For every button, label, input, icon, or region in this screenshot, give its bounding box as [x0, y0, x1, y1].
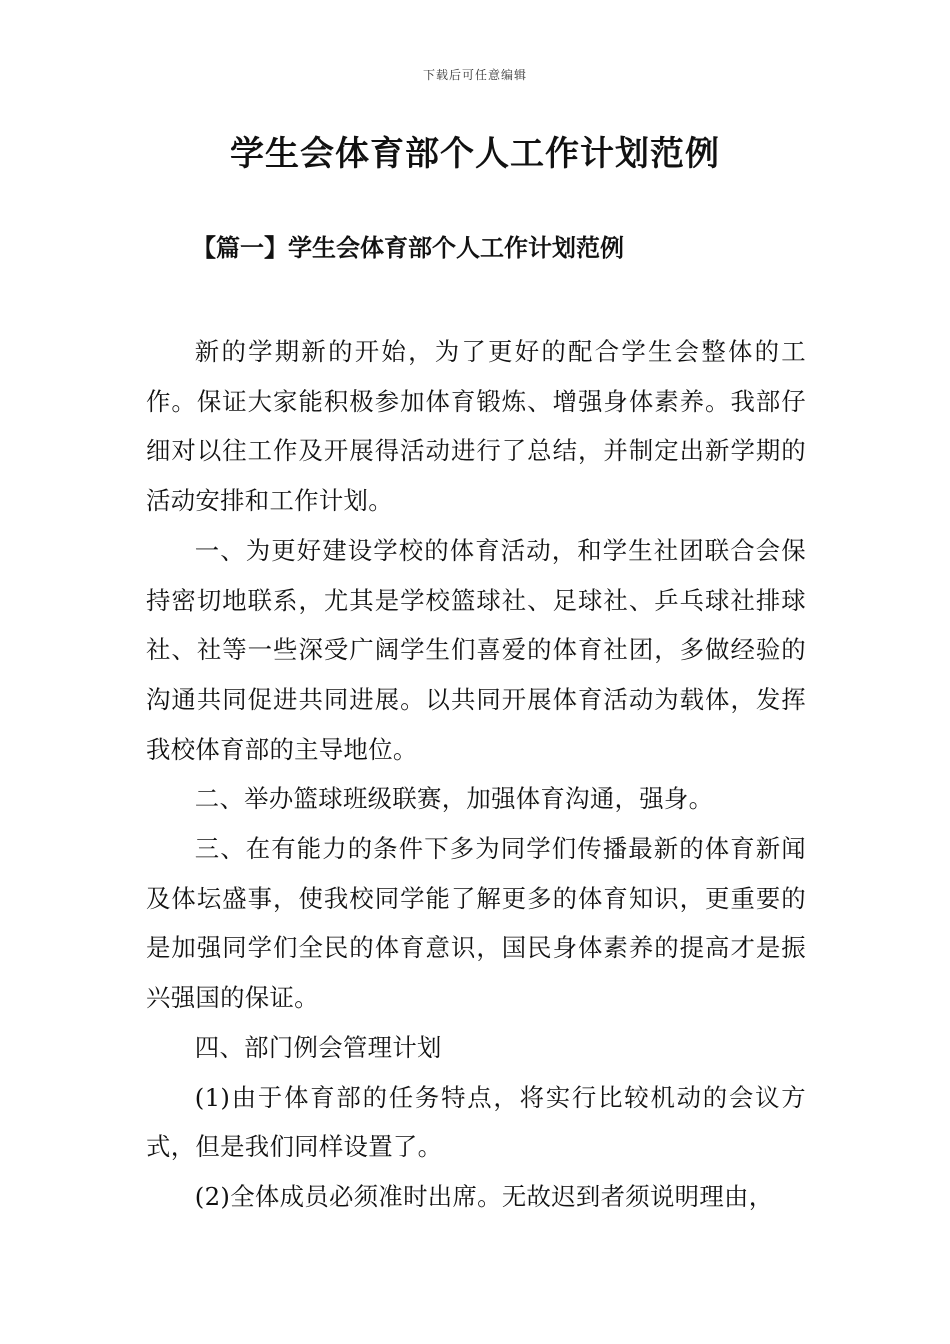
sub-item-two-paragraph: (2)全体成员必须准时出席。无故迟到者须说明理由， — [194, 1181, 774, 1211]
item-one-paragraph: 一、为更好建设学校的体育活动，和学生社团联合会保持密切地联系，尤其是学校篮球社、足球社、乒乓球社排球社、社等一些深受广阔学生们喜爱的体育社团，多做经验的沟通共同促进共同进展。以共同开展体育活动为载体，发挥我校体育部的主导地位。 — [146, 535, 806, 764]
item-two-paragraph: 二、举办篮球班级联赛，加强体育沟通，强身。 — [194, 784, 714, 814]
sub-item-one-paragraph: (1)由于体育部的任务特点，将实行比较机动的会议方式，但是我们同样设置了。 — [146, 1082, 806, 1162]
document-title: 学生会体育部个人工作计划范例 — [230, 134, 720, 174]
item-three-paragraph: 三、在有能力的条件下多为同学们传播最新的体育新闻及体坛盛事，使我校同学能了解更多的体育知识，更重要的是加强同学们全民的体育意识，国民身体素养的提高才是振兴强国的保证。 — [146, 834, 806, 1013]
intro-paragraph: 新的学期新的开始，为了更好的配合学生会整体的工作。保证大家能积极参加体育锻炼、增强身体素养。我部仔细对以往工作及开展得活动进行了总结，并制定出新学期的活动安排和工作计划。 — [146, 337, 806, 516]
header-note: 下载后可任意编辑 — [422, 68, 527, 82]
section-heading: 【篇一】学生会体育部个人工作计划范例 — [192, 233, 624, 262]
item-four-heading: 四、部门例会管理计划 — [194, 1032, 442, 1062]
document-body — [146, 327, 806, 1222]
